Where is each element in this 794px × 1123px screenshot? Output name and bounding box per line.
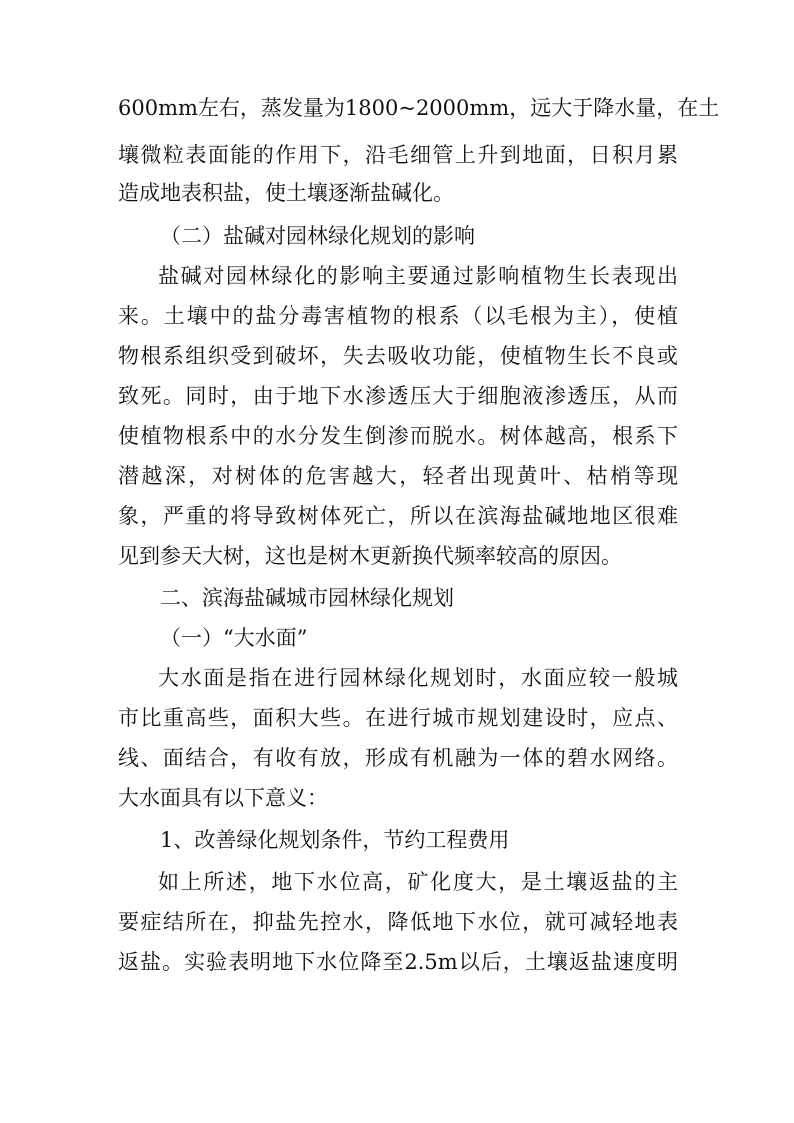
paragraph-line: 线、面结合，有收有放，形成有机融为一体的碧水网络。 xyxy=(118,746,678,770)
paragraph-line: 致死。同时，由于地下水渗透压大于细胞液渗透压，从而 xyxy=(118,384,678,408)
subsection-heading: 1、改善绿化规划条件，节约工程费用 xyxy=(160,828,510,852)
paragraph-line: 来。土壤中的盐分毒害植物的根系（以毛根为主），使植 xyxy=(118,304,678,328)
paragraph-line: 潜越深，对树体的危害越大，轻者出现黄叶、枯梢等现 xyxy=(118,464,678,488)
section-heading-2: （二）盐碱对园林绿化规划的影响 xyxy=(160,224,475,248)
paragraph-line: 见到参天大树，这也是树木更新换代频率较高的原因。 xyxy=(118,544,622,568)
paragraph-line: 象，严重的将导致树体死亡，所以在滨海盐碱地地区很难 xyxy=(118,504,678,528)
paragraph-line: 使植物根系中的水分发生倒渗而脱水。树体越高，根系下 xyxy=(118,424,678,448)
section-heading-main: 二、滨海盐碱城市园林绿化规划 xyxy=(160,586,454,610)
paragraph-line: 大水面是指在进行园林绿化规划时，水面应较一般城 xyxy=(158,666,678,690)
paragraph-line: 返盐。实验表明地下水位降至2.5m以后，土壤返盐速度明 xyxy=(118,950,678,974)
paragraph-line: 要症结所在，抑盐先控水，降低地下水位，就可减轻地表 xyxy=(118,910,678,934)
paragraph-line: 造成地表积盐，使土壤逐渐盐碱化。 xyxy=(118,181,454,205)
paragraph-line: 盐碱对园林绿化的影响主要通过影响植物生长表现出 xyxy=(158,264,678,288)
paragraph-line: 600mm左右，蒸发量为1800~2000mm，远大于降水量，在土 xyxy=(118,96,720,120)
section-heading-1: （一）“大水面” xyxy=(160,626,308,650)
paragraph-line: 物根系组织受到破坏，失去吸收功能，使植物生长不良或 xyxy=(118,344,678,368)
paragraph-line: 如上所述，地下水位高，矿化度大，是土壤返盐的主 xyxy=(158,870,678,894)
paragraph-line: 市比重高些，面积大些。在进行城市规划建设时，应点、 xyxy=(118,706,678,730)
paragraph-line: 大水面具有以下意义： xyxy=(118,786,328,810)
paragraph-line: 壤微粒表面能的作用下，沿毛细管上升到地面，日积月累 xyxy=(118,143,678,167)
